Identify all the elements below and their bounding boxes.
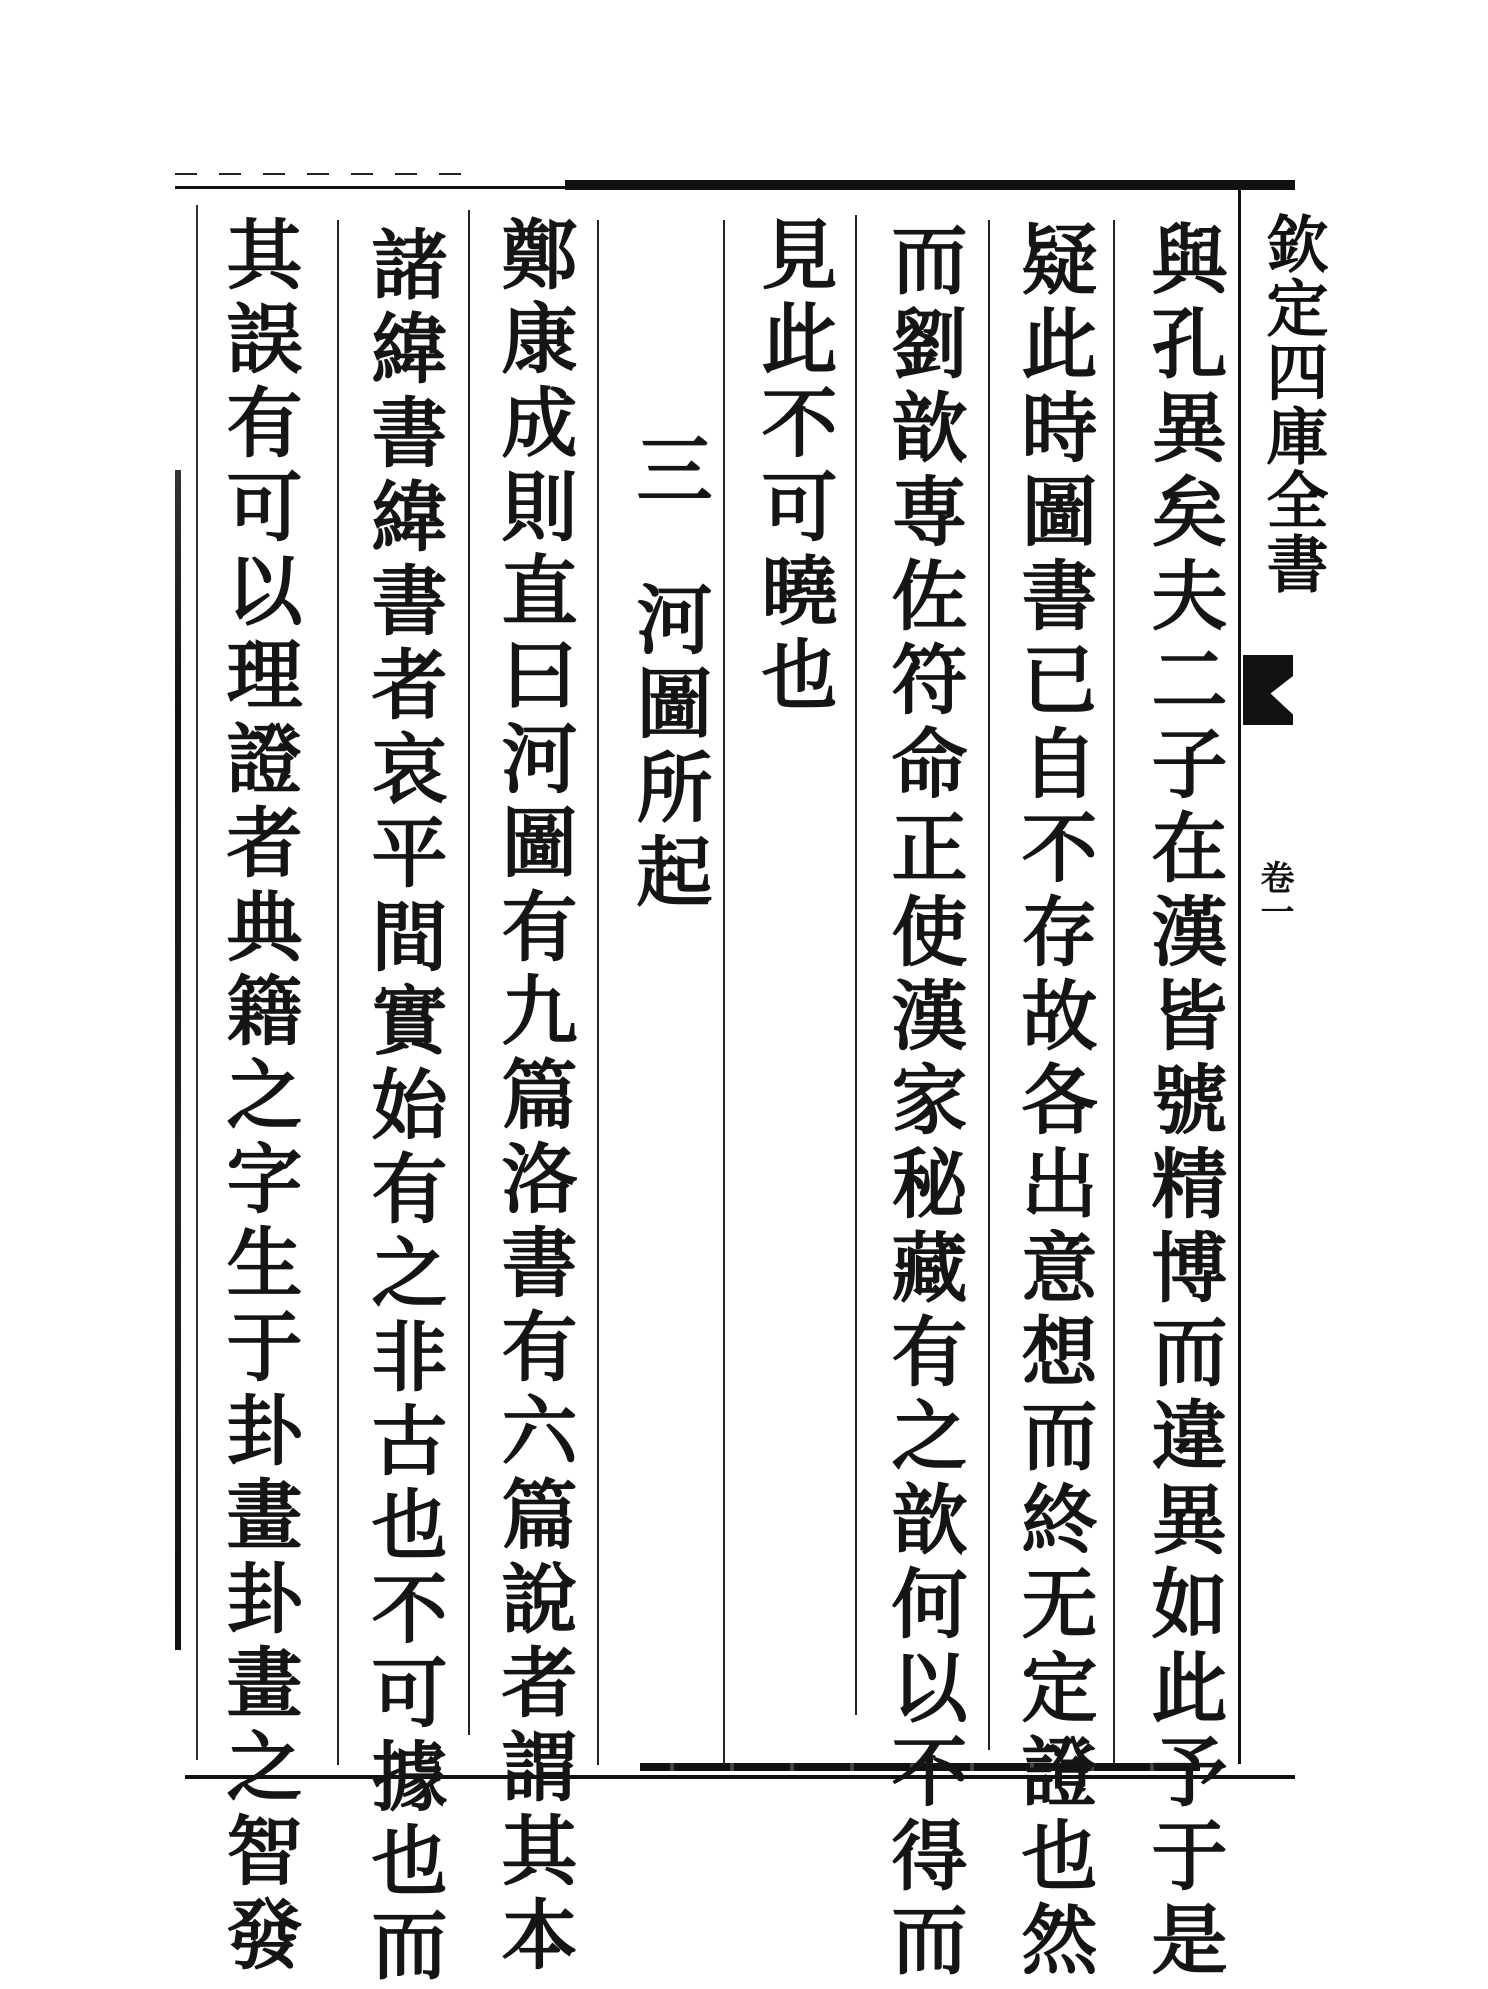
column-divider bbox=[723, 220, 725, 1765]
section-heading: 河圖所起 bbox=[624, 580, 713, 916]
section-number: 三 bbox=[624, 430, 713, 514]
column-divider bbox=[468, 210, 470, 1735]
column-divider bbox=[1113, 220, 1115, 1765]
column-divider bbox=[337, 220, 339, 1765]
text-column-5: 而劉歆専佐符命正使漢家秘藏有之歆何以不得而 bbox=[879, 220, 968, 1984]
top-border-dashed bbox=[175, 173, 475, 175]
bottom-border bbox=[185, 1775, 1295, 1779]
column-divider bbox=[855, 215, 857, 1715]
top-border bbox=[175, 186, 1295, 189]
text-column-1: 其誤有可以理證者典籍之字生于卦畫卦畫之智發 bbox=[214, 215, 303, 1979]
fishtail-mark-icon bbox=[1243, 655, 1293, 725]
text-column-3: 鄭康成則直曰河圖有九篇洛書有六篇說者謂其本 bbox=[489, 215, 578, 1979]
left-inner-border bbox=[196, 205, 198, 1760]
volume-label: 卷一 bbox=[1254, 860, 1294, 928]
text-column-2: 諸緯書緯書者哀平間實始有之非古也不可據也而 bbox=[359, 225, 448, 1989]
text-column-6: 疑此時圖書已自不存故各出意想而終无定證也然 bbox=[1009, 220, 1098, 1984]
right-border bbox=[1238, 189, 1241, 1764]
book-title: 欽定四庫全書 bbox=[1256, 212, 1329, 596]
text-column-7: 與孔異矣夫二子在漢皆號精博而違異如此予于是 bbox=[1139, 220, 1228, 1984]
left-border bbox=[175, 470, 181, 1650]
text-column-4: 見此不可曉也 bbox=[749, 215, 838, 719]
column-divider bbox=[597, 220, 599, 1765]
column-divider bbox=[988, 220, 990, 1750]
